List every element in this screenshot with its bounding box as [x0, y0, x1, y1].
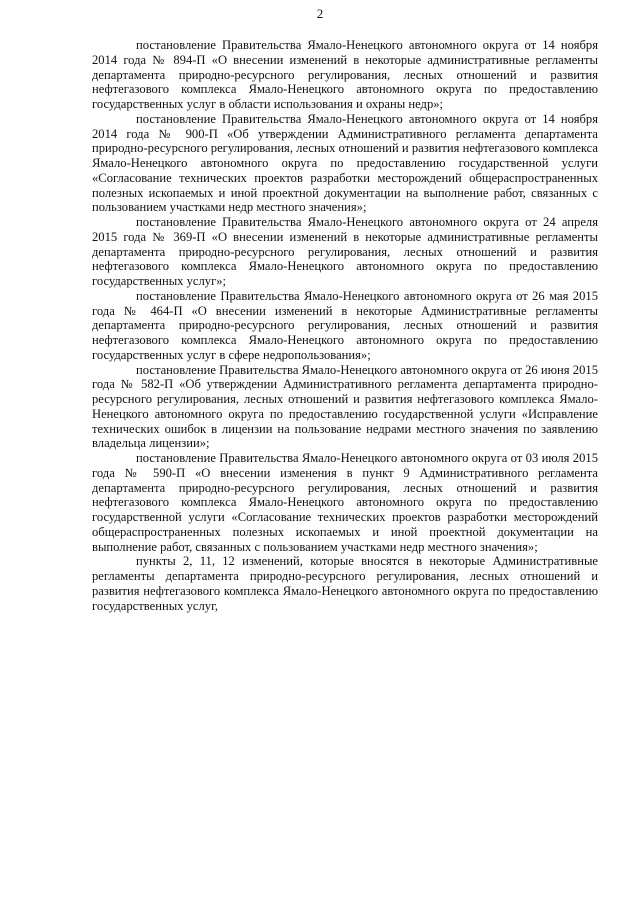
- paragraph-points-2-11-12: пункты 2, 11, 12 изменений, которые вносятся в некоторые Административные регламенты департамента природно-ресурсного регулирования, лесных отношений и развития нефтегазового комплекса Ямало-Ненецкого автономного округа по предоставлению государственных услуг,: [92, 554, 598, 613]
- page-number: 2: [316, 6, 324, 21]
- paragraph-resolution-590p: постановление Правительства Ямало-Ненецкого автономного округа от 03 июля 2015 года № 590-П «О внесении изменения в пункт 9 Административного регламента департамента природно-ресурсного регулирования, лесных отношений и развития нефтегазового комплекса Ямало-Ненецкого автономного округа по предоставлению государственной услуги «Согласование технических проектов разработки месторождений общераспространенных полезных ископаемых и иной проектной документации на выполнение работ, связанных с пользованием участками недр местного значения»;: [92, 451, 598, 554]
- paragraph-resolution-582p: постановление Правительства Ямало-Ненецкого автономного округа от 26 июня 2015 года № 582-П «Об утверждении Административного регламента департамента природно-ресурсного регулирования, лесных отношений и развития нефтегазового комплекса Ямало-Ненецкого автономного округа по предоставлению государственной услуги «Исправление технических ошибок в лицензии на пользование недрами местного значения по заявлению владельца лицензии»;: [92, 362, 598, 451]
- paragraph-resolution-369p: постановление Правительства Ямало-Ненецкого автономного округа от 24 апреля 2015 года № 369-П «О внесении изменений в некоторые административные регламенты департамента природно-ресурсного регулирования, лесных отношений и развития нефтегазового комплекса Ямало-Ненецкого автономного округа по предоставлению государственных услуг»;: [92, 215, 598, 288]
- document-body: [92, 38, 598, 613]
- paragraph-resolution-894p: постановление Правительства Ямало-Ненецкого автономного округа от 14 ноября 2014 года № 894-П «О внесении изменений в некоторые административные регламенты департамента природно-ресурсного регулирования, лесных отношений и развития нефтегазового комплекса Ямало-Ненецкого автономного округа по предоставлению государственных услуг в области использования и охраны недр»;: [92, 38, 598, 111]
- paragraph-resolution-464p: постановление Правительства Ямало-Ненецкого автономного округа от 26 мая 2015 года № 464-П «О внесении изменений в некоторые Административные регламенты департамента природно-ресурсного регулирования, лесных отношений и развития нефтегазового комплекса Ямало-Ненецкого автономного округа по предоставлению государственных услуг в сфере недропользования»;: [92, 288, 598, 362]
- paragraph-resolution-900p: постановление Правительства Ямало-Ненецкого автономного округа от 14 ноября 2014 года № 900-П «Об утверждении Административного регламента департамента природно-ресурсного регулирования, лесных отношений и развития нефтегазового комплекса Ямало-Ненецкого автономного округа по предоставлению государственной услуги «Согласование технических проектов разработки месторождений общераспространенных полезных ископаемых и иной проектной документации на выполнение работ, связанных с пользованием участками недр местного значения»;: [92, 111, 598, 215]
